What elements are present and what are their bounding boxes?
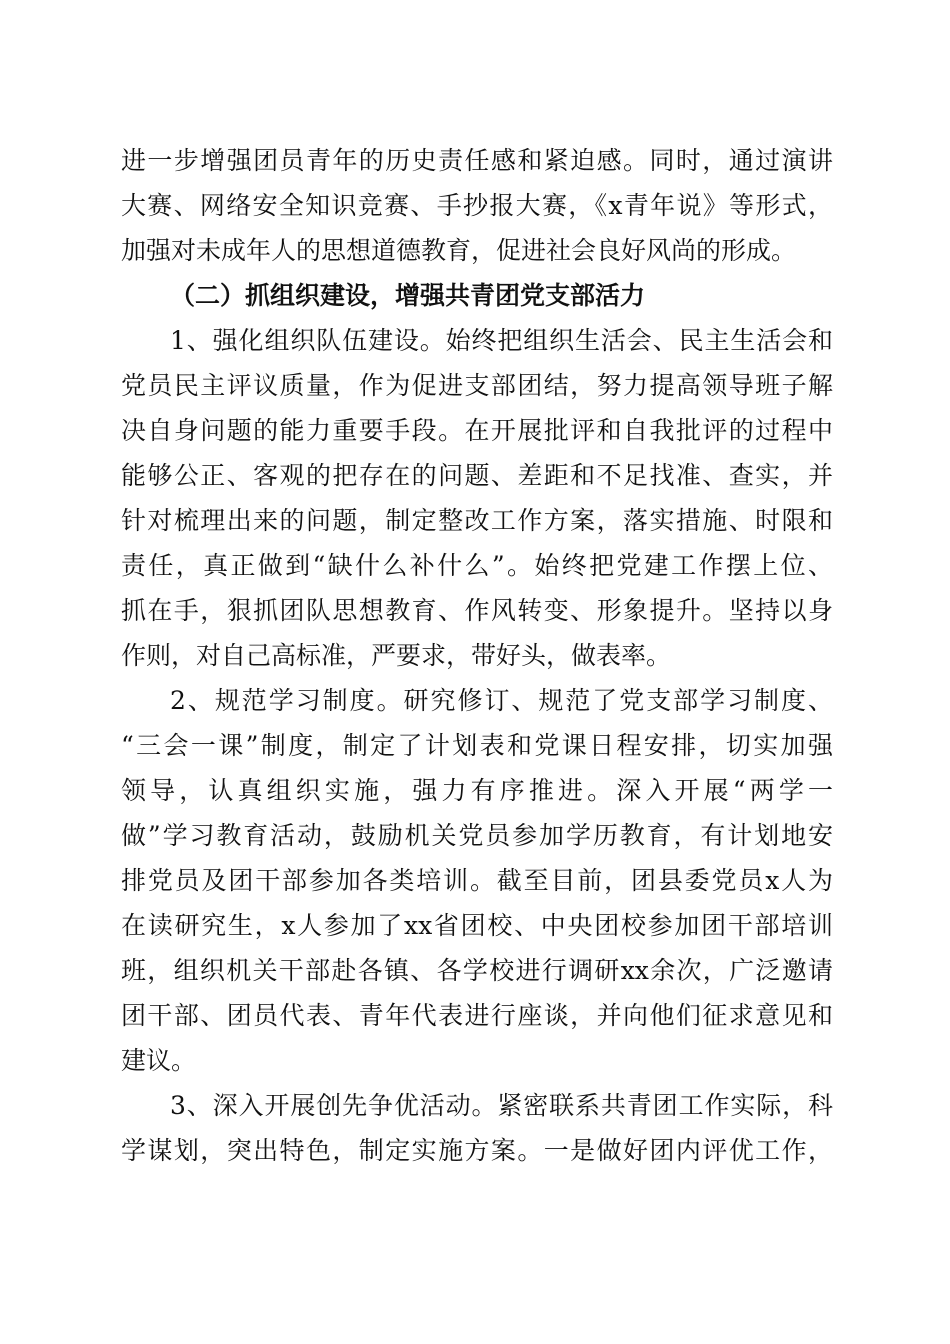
section-heading: （二）抓组织建设，增强共青团党支部活力 [170,281,646,310]
paragraph-line: 进一步增强团员青年的历史责任感和紧迫感。同时，通过演讲 [121,146,833,175]
paragraph-line: 做”学习教育活动，鼓励机关党员参加学历教育，有计划地安 [121,821,833,850]
paragraph-line: 1、强化组织队伍建设。始终把组织生活会、民主生活会和 [170,326,833,355]
paragraph-line: 抓在手，狠抓团队思想教育、作风转变、形象提升。坚持以身 [121,596,833,625]
paragraph-line: 决自身问题的能力重要手段。在开展批评和自我批评的过程中 [121,416,833,445]
paragraph-line: 党员民主评议质量，作为促进支部团结，努力提高领导班子解 [121,371,833,400]
paragraph-line: 加强对未成年人的思想道德教育，促进社会良好风尚的形成。 [121,236,797,265]
paragraph-line: 能够公正、客观的把存在的问题、差距和不足找准、查实，并 [121,461,833,490]
paragraph-line: “三会一课”制度，制定了计划表和党课日程安排，切实加强 [121,731,833,760]
paragraph-line: 团干部、团员代表、青年代表进行座谈，并向他们征求意见和 [121,1001,833,1030]
paragraph-line: 在读研究生，x人参加了xx省团校、中央团校参加团干部培训 [121,911,833,940]
paragraph-line: 针对梳理出来的问题，制定整改工作方案，落实措施、时限和 [121,506,833,535]
paragraph-line: 领导，认真组织实施，强力有序推进。深入开展“两学一 [121,776,833,805]
paragraph-line: 建议。 [121,1046,197,1075]
paragraph-line: 班，组织机关干部赴各镇、各学校进行调研xx余次，广泛邀请 [121,956,833,985]
paragraph-line: 2、规范学习制度。研究修订、规范了党支部学习制度、 [170,686,833,715]
paragraph-line: 排党员及团干部参加各类培训。截至目前，团县委党员x人为 [121,866,833,895]
paragraph-line: 作则，对自己高标准，严要求，带好头，做表率。 [121,641,672,670]
paragraph-line: 责任，真正做到“缺什么补什么”。始终把党建工作摆上位、 [121,551,833,580]
paragraph-line: 3、深入开展创先争优活动。紧密联系共青团工作实际，科 [170,1091,833,1120]
paragraph-line: 学谋划，突出特色，制定实施方案。一是做好团内评优工作， [121,1136,833,1165]
paragraph-line: 大赛、网络安全知识竞赛、手抄报大赛，《x青年说》等形式， [121,191,833,220]
